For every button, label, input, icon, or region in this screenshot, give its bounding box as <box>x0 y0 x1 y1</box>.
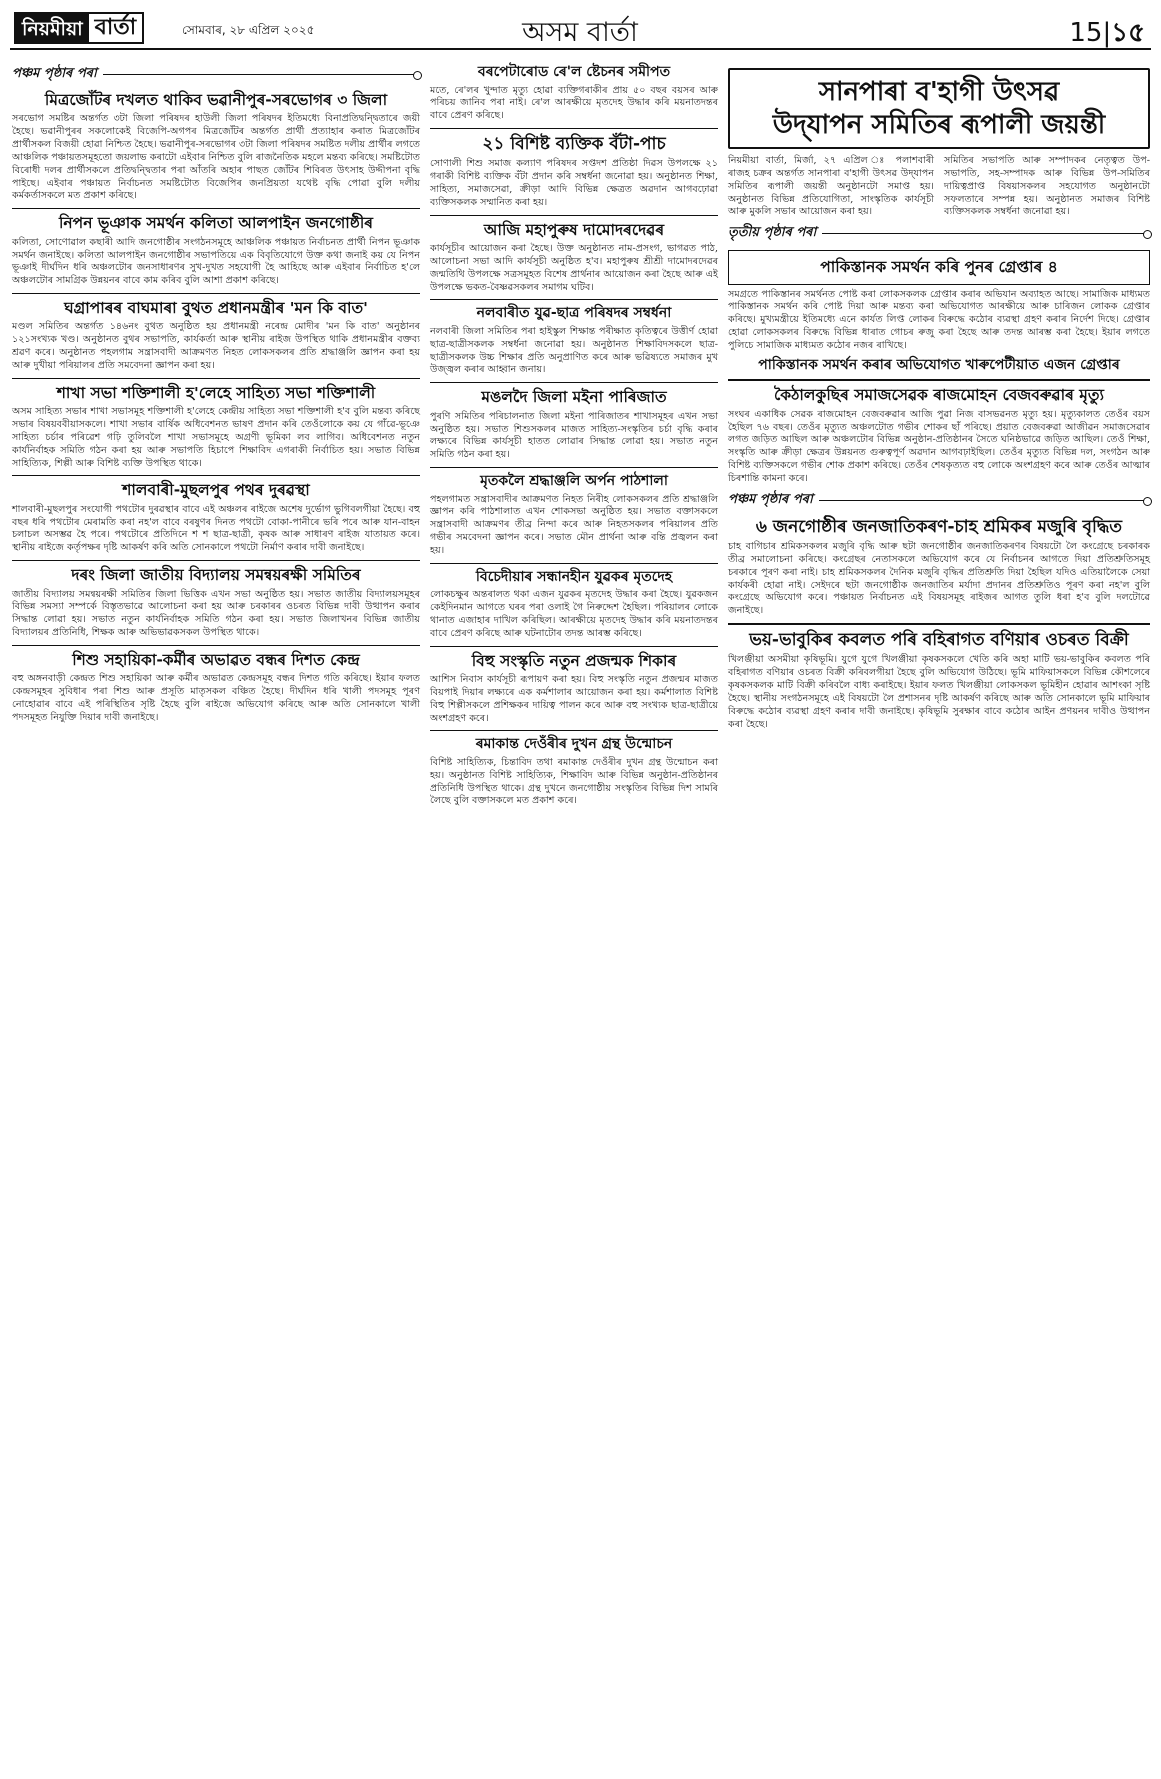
headline: ২১ বিশিষ্ট ব্যক্তিক বঁটা-পাচ <box>482 134 666 155</box>
article-body: সোণালী শিশু সমাজ কল্যাণ পৰিষদৰ সপ্তদশ প্ৰতিষ্ঠা দিৱস উপলক্ষে ২১ গৰাকী বিশিষ্ট ব্যক্তিক বঁটা প্ৰদান কৰি সম্বৰ্ধনা জনোৱা হয়। অনুষ্ঠানত শিক্ষা, সাহিত্য, সমাজসেৱা, ক্ৰীড়া আদি বিভিন্ন ক্ষেত্ৰত অৱদান আগবঢ়োৱা ব্যক্তিসকলক সম্মানিত কৰা হয়। <box>430 158 718 208</box>
column-2 <box>430 60 718 808</box>
continuation-tag <box>12 64 420 85</box>
column-3 <box>728 60 1150 731</box>
headline: আজি মহাপুৰুষ দামোদৰদেৱৰ <box>483 220 665 239</box>
article-body: সমগ্ৰতে পাকিস্তানৰ সমৰ্থনত পোষ্ট কৰা লোকসকলক গ্ৰেপ্তাৰ কৰাৰ অভিযান অব্যাহত আছে। সামাজিক মাধ্যমত পাকিস্তানক সমৰ্থন কৰি পোষ্ট দিয়া আৰু মন্তব্য কৰা অভিযোগত আৰক্ষীয়ে আৰু চাৰিজন লোকক গ্ৰেপ্তাৰ কৰিছে। মুখ্যমন্ত্ৰীয়ে ইতিমধ্যে এনে কাৰ্যত লিপ্ত লোকৰ বিৰুদ্ধে কঠোৰ ব্যৱস্থা গ্ৰহণ কৰাৰ নিৰ্দেশ দিছে। গ্ৰেপ্তাৰ হোৱা লোকসকলৰ বিৰুদ্ধে বিভিন্ন ধাৰাত গোচৰ ৰুজু কৰা হৈছে আৰু তদন্ত আৰম্ভ কৰা হৈছে। ইয়াৰ লগতে পুলিচে সামাজিক মাধ্যমত কঠোৰ নজৰ ৰাখিছে। <box>728 288 1150 351</box>
continuation-label: পঞ্চম পৃষ্ঠাৰ পৰা <box>12 66 97 81</box>
article-body: লোকচক্ষুৰ অন্তৰালত থকা এজন যুৱকৰ মৃতদেহ উদ্ধাৰ কৰা হৈছে। যুৱকজন কেইদিনমান আগতে ঘৰৰ পৰা ওলাই গৈ নিৰুদ্দেশ হৈছিল। পৰিয়ালৰ লোকে থানাত এজাহাৰ দাখিল কৰিছিল। আৰক্ষীয়ে মৃতদেহ উদ্ধাৰ কৰি ময়নাতদন্তৰ বাবে প্ৰেৰণ কৰিছে আৰু ঘটনাটোৰ তদন্ত আৰম্ভ কৰিছে। <box>430 589 718 639</box>
article-body: সংঘৰ একাধিক সেৱক ৰাজমোহন বেজবৰুৱাৰ আজি পুৱা নিজ বাসভৱনত মৃত্যু হয়। মৃত্যুকালত তেওঁৰ বয়স হৈছিল ৭৬ বছৰ। তেওঁৰ মৃত্যুত অঞ্চলটোত গভীৰ শোকৰ ছাঁ পৰিছে। প্ৰয়াত বেজবৰুৱা আজীৱন সমাজসেৱাৰ লগত জড়িত আছিল আৰু অঞ্চলটোৰ বিভিন্ন অনুষ্ঠান-প্ৰতিষ্ঠানৰ সৈতে ঘনিষ্ঠভাৱে জড়িত আছিল। তেওঁ শিক্ষা, সংস্কৃতি আৰু ক্ৰীড়া ক্ষেত্ৰৰ উন্নয়নত গুৰুত্বপূৰ্ণ অৱদান আগবঢ়াইছিল। তেওঁৰ মৃত্যুত বিভিন্ন দল, সংগঠন আৰু বিশিষ্ট ব্যক্তিসকলে গভীৰ শোক প্ৰকাশ কৰিছে। তেওঁৰ শেষকৃত্যত বহু লোকে অংশগ্ৰহণ কৰে আৰু তেওঁৰ আত্মাৰ চিৰশান্তি কামনা কৰে। <box>728 408 1150 484</box>
divider <box>103 74 420 75</box>
article-body: মণ্ডল সমিতিৰ অন্তৰ্গত ১৪৬নং বুথত অনুষ্ঠিত হয় প্ৰধানমন্ত্ৰী নৰেন্দ্ৰ মোদীৰ 'মন কি বাত' অনুষ্ঠানৰ ১২১সংখ্যক খণ্ড। অনুষ্ঠানত বুথৰ সভাপতি, কাৰ্যকৰ্তা আৰু স্থানীয় ৰাইজ উপস্থিত থাকি প্ৰধানমন্ত্ৰীৰ বক্তব্য শ্ৰৱণ কৰে। অনুষ্ঠানত পহলগাম সন্ত্ৰাসবাদী আক্ৰমণত নিহত লোকসকলৰ প্ৰতি শ্ৰদ্ধাঞ্জলি জ্ঞাপন কৰা হয় আৰু দুখীয়া পৰিয়ালৰ প্ৰতি সমবেদনা জ্ঞাপন কৰা হয়। <box>12 321 420 371</box>
continuation-label: তৃতীয় পৃষ্ঠাৰ পৰা <box>728 225 817 241</box>
article-body: কলিতা, সোণোৱাল কছাৰী আদি জনগোষ্ঠীৰ সংগঠনসমূহে আঞ্চলিক পঞ্চায়ত নিৰ্বাচনত প্ৰাৰ্থী নিপন ভূঞাক সমৰ্থন জনাইছে। কলিতা আলপাইন জনগোষ্ঠীৰ সভাপতিয়ে এক বিবৃতিযোগে উক্ত কথা জনাই কয় যে নিপন ভূঞাই দীৰ্ঘদিন ধৰি অঞ্চলটোৰ জনসাধাৰণৰ সুখ-দুখত সহযোগী হৈ আহিছে আৰু এইবাৰ নিৰ্বাচিত হ'লে অঞ্চলটোৰ সামগ্ৰিক উন্নয়নৰ বাবে কাম কৰিব বুলি আশা প্ৰকাশ কৰিছে। <box>12 236 420 287</box>
feature-banner <box>728 68 1150 149</box>
headline: নিপন ভূঞাক সমৰ্থন কলিতা আলপাইন জনগোষ্ঠীৰ <box>58 214 373 233</box>
banner-line-2: উদ্‌যাপন সমিতিৰ ৰূপালী জয়ন্তী <box>772 109 1106 140</box>
article-body: জাতীয় বিদ্যালয় সমন্বয়ৰক্ষী সমিতিৰ জিলা ভিত্তিক এখন সভা অনুষ্ঠিত হয়। সভাত জাতীয় বিদ্যালয়সমূহৰ বিভিন্ন সমস্যা সম্পৰ্কে বিস্তৃতভাৱে আলোচনা কৰা হয় আৰু চৰকাৰৰ ওচৰত বিভিন্ন দাবী উত্থাপন কৰাৰ সিদ্ধান্ত লোৱা হয়। সভাত নতুন কাৰ্যনিৰ্বাহক সমিতি গঠন কৰা হয়। সভাত জিলাখনৰ বিভিন্ন জাতীয় বিদ্যালয়ৰ প্ৰতিনিধি, শিক্ষক আৰু অভিভাৱকসকল উপস্থিত থাকে। <box>12 588 420 639</box>
subheadline: পাকিস্তানক সমৰ্থন কৰাৰ অভিযোগত খাৰুপেটীয়াত এজন গ্ৰেপ্তাৰ <box>758 356 1120 373</box>
divider <box>819 500 1150 501</box>
headline: বিহু সংস্কৃতি নতুন প্ৰজন্মক শিকাৰ <box>471 651 677 670</box>
article-body: পুৰণি সমিতিৰ পৰিচালনাত জিলা মইনা পাৰিজাতৰ শাখাসমূহৰ এখন সভা অনুষ্ঠিত হয়। সভাত শিশুসকলৰ মাজত সাহিত্য-সংস্কৃতিৰ চৰ্চা বৃদ্ধি কৰাৰ লক্ষ্যৰে বিভিন্ন কাৰ্যসূচী হাতত লোৱাৰ সিদ্ধান্ত লোৱা হয়। সভাত নতুন সমিতি গঠন কৰা হয়। <box>430 410 718 461</box>
issue-date: সোমবাৰ, ২৮ এপ্ৰিল ২০২৫ <box>182 23 315 37</box>
article-body: চাহ বাগিচাৰ শ্ৰমিকসকলৰ মজুৰি বৃদ্ধি আৰু ছটা জনগোষ্ঠীৰ জনজাতিকৰণৰ বিষয়টো লৈ কংগ্ৰেছে চৰকাৰক তীব্ৰ সমালোচনা কৰিছে। কংগ্ৰেছৰ নেতাসকলে অভিযোগ কৰে যে নিৰ্বাচনৰ আগতে দিয়া প্ৰতিশ্ৰুতিসমূহ চৰকাৰে পূৰণ কৰা নাই। চাহ শ্ৰমিকসকলৰ দৈনিক মজুৰি বৃদ্ধিৰ প্ৰতিশ্ৰুতি দিয়া হৈছিল যদিও এতিয়ালৈকে সেয়া কাৰ্যকৰী হোৱা নাই। সেইদৰে ছটা জনগোষ্ঠীক জনজাতিৰ মৰ্যাদা প্ৰদানৰ প্ৰতিশ্ৰুতিও পূৰণ কৰা নহ'ল বুলি কংগ্ৰেছে অভিযোগ কৰে। পঞ্চায়ত নিৰ্বাচনত এই বিষয়সমূহ ৰাইজৰ আগত তুলি ধৰা হ'ব বুলি দলটোৱে জনাইছে। <box>728 541 1150 617</box>
headline: শিশু সহায়িকা-কৰ্মীৰ অভাৱত বন্ধৰ দিশত কেন্দ্ৰ <box>72 650 360 669</box>
page-number-en: 15 <box>1069 18 1103 48</box>
headline: পাকিস্তানক সমৰ্থন কৰি পুনৰ গ্ৰেপ্তাৰ ৪ <box>820 258 1058 277</box>
logo-part2: বাৰ্তা <box>94 15 137 40</box>
headline: ৬ জনগোষ্ঠীৰ জনজাতিকৰণ-চাহ শ্ৰমিকৰ মজুৰি বৃদ্ধিত <box>755 516 1123 537</box>
headline-box <box>728 250 1150 284</box>
continuation-tag <box>728 223 1150 244</box>
headline: দৰং জিলা জাতীয় বিদ্যালয় সমন্বয়ৰক্ষী সমিতিৰ <box>71 566 361 585</box>
article-body: নিয়মীয়া বাৰ্তা, মিৰ্জা, ২৭ এপ্ৰিল ঃ পলাশবাৰী ৰাজহ চক্ৰৰ অন্তৰ্গত সানপাৰা ব'হাগী উৎসৱ উদ্‌যাপন সমিতিৰ ৰূপালী জয়ন্তী অনুষ্ঠানটো সমাপ্ত হয়। অনুষ্ঠানত বিভিন্ন প্ৰতিযোগিতা, সাংস্কৃতিক কাৰ্যসূচী আৰু মুকলি সভাৰ আয়োজন কৰা হয়। <box>728 155 934 218</box>
headline: ভয়-ভাবুকিৰ কবলত পৰি বহিৰাগত বণিয়াৰ ওচৰত বিক্ৰী <box>749 630 1129 651</box>
column-1 <box>12 60 420 725</box>
headline: শাখা সভা শক্তিশালী হ'লেহে সাহিত্য সভা শক্তিশালী <box>56 383 376 402</box>
headline: ঘগ্ৰাপাৰৰ বাঘমাৰা বুথত প্ৰধানমন্ত্ৰীৰ 'মন কি বাত' <box>64 299 368 318</box>
article-body: খিলঞ্জীয়া অসমীয়া কৃষিভূমি। যুগে যুগে খিলঞ্জীয়া কৃষকসকলে খেতি কৰি অহা মাটি ভয়-ভাবুকিৰ কবলত পৰি বহিৰাগত বণিয়াৰ ওচৰত বিক্ৰী কৰিবলগীয়া হৈছে বুলি অভিযোগ উঠিছে। ভূমি মাফিয়াসকলে বিভিন্ন কৌশলেৰে কৃষকসকলক মাটি বিক্ৰী কৰিবলৈ বাধ্য কৰাইছে। ইয়াৰ ফলত খিলঞ্জীয়া লোকসকল ভূমিহীন হোৱাৰ আশংকা সৃষ্টি হৈছে। স্থানীয় সংগঠনসমূহে এই বিষয়টো লৈ প্ৰশাসনৰ দৃষ্টি আকৰ্ষণ কৰিছে আৰু অতি সোনকালে ভূমি মাফিয়াৰ বিৰুদ্ধে কঠোৰ ব্যৱস্থা গ্ৰহণ কৰাৰ দাবী জনাইছে। কৃষিভূমি সুৰক্ষাৰ বাবে কঠোৰ আইন প্ৰণয়নৰ দাবীও উত্থাপন কৰা হৈছে। <box>728 654 1150 730</box>
article-body: বহু অঙ্গনবাড়ী কেন্দ্ৰত শিশু সহায়িকা আৰু কৰ্মীৰ অভাৱত কেন্দ্ৰসমূহ বন্ধৰ দিশত গতি কৰিছে। ইয়াৰ ফলত কেন্দ্ৰসমূহৰ সুবিধাৰ পৰা শিশু আৰু প্ৰসূতি মাতৃসকল বঞ্চিত হৈছে। দীৰ্ঘদিন ধৰি খালী পদসমূহ পূৰণ নোহোৱাৰ বাবে এই পৰিস্থিতিৰ সৃষ্টি হৈছে বুলি ৰাইজে অভিযোগ কৰিছে আৰু অতি সোনকালে খালী পদসমূহত নিযুক্তি দিয়াৰ দাবী জনাইছে। <box>12 673 420 723</box>
divider <box>822 233 1150 234</box>
article-body: শালবাৰী-মুছলপুৰ সংযোগী পথটোৰ দুৰৱস্থাৰ বাবে এই অঞ্চলৰ ৰাইজে অশেষ দুৰ্ভোগ ভুগিবলগীয়া হৈছে। বহু বছৰ ধৰি পথটোৰ মেৰামতি কৰা নহ'ল বাবে বৰষুণৰ দিনত পথটো বোকা-পানীৰে ভৰি পৰে আৰু যান-বাহন চলাচল অসম্ভৱ হৈ পৰে। পথটোৰে প্ৰতিদিনে শ শ ছাত্ৰ-ছাত্ৰী, কৃষক আৰু সাধাৰণ ৰাইজ যাতায়ত কৰে। স্থানীয় ৰাইজে কৰ্তৃপক্ষৰ দৃষ্টি আকৰ্ষণ কৰি অতি সোনকালে পথটো নিৰ্মাণ কৰাৰ দাবী জনাইছে। <box>12 503 420 554</box>
page-number: 15|১৫ <box>1069 18 1145 48</box>
headline: বিচেদীয়াৰ সন্ধানহীন যুৱকৰ মৃতদেহ <box>475 568 673 585</box>
article-body: সৰভোগ সমষ্টিৰ অন্তৰ্গত ৩টা জিলা পৰিষদৰ হাউলী জিলা পৰিষদৰ ইতিমধ্যে বিনাপ্ৰতিদ্বন্দ্বিতাৰে জয়ী হৈছে। ভৱানীপুৰৰ সকলোকেই বিজেপি-অগপৰ মিত্ৰজোঁটৰ অন্তৰ্গত প্ৰাৰ্থী প্ৰত্যাহাৰ কৰাত মিত্ৰজোঁটৰ প্ৰাৰ্থীসকল বিজয়ী হোৱা নিশ্চিত হৈছে। ভৱানীপুৰ-সৰভোগৰ ৩টা জিলা পৰিষদৰ সমষ্টিত দলীয় প্ৰাৰ্থীৰ লগতে আঞ্চলিক পঞ্চায়তসমূহতো জয়লাভ কৰাটো এইবাৰ নিশ্চিত বুলি ৰাজনৈতিক মহলে মন্তব্য কৰিছে। সমষ্টিটোত বিৰোধী দলৰ প্ৰাৰ্থীসকলে প্ৰতিদ্বন্দ্বিতাৰ পৰা আঁতৰি অহাৰ পাছত জোঁটৰ শিবিৰত উৎসাহ উদ্দীপনা বৃদ্ধি পাইছে। এইবাৰ পঞ্চায়ত নিৰ্বাচনত সমষ্টিটোত বিজেপিৰ জনপ্ৰিয়তা যথেষ্ট বৃদ্ধি পোৱা বুলি দলীয় কৰ্মকৰ্তাসকলে মত প্ৰকাশ কৰিছে। <box>12 113 420 202</box>
article-body: নলবাৰী জিলা সমিতিৰ পৰা হাইস্কুল শিক্ষান্ত পৰীক্ষাত কৃতিত্বৰে উত্তীৰ্ণ হোৱা ছাত্ৰ-ছাত্ৰীসকলক সম্বৰ্ধনা জনোৱা হয়। অনুষ্ঠানত শিক্ষাবিদসকলে ছাত্ৰ-ছাত্ৰীসকলক উচ্চ শিক্ষাৰ প্ৰতি অনুপ্ৰাণিত কৰে আৰু ভৱিষ্যতে সমাজৰ মুখ উজ্জ্বল কৰাৰ আহ্বান জনায়। <box>430 325 718 376</box>
masthead <box>10 8 1151 50</box>
headline: মিত্ৰজোঁটৰ দখলত থাকিব ভৱানীপুৰ-সৰভোগৰ ৩ জিলা <box>44 91 388 109</box>
headline: বৰপেটাৰোড ৰে'ল ষ্টেচনৰ সমীপত <box>477 64 671 80</box>
article-body: কাৰ্যসূচীৰ আয়োজন কৰা হৈছে। উক্ত অনুষ্ঠানত নাম-প্ৰসংগ, ভাগৱত পাঠ, আলোচনা সভা আদি কাৰ্যসূচী অনুষ্ঠিত হ'ব। মহাপুৰুষ শ্ৰীশ্ৰী দামোদৰদেৱৰ জন্মতিথি উপলক্ষে সত্ৰসমূহত বিশেষ প্ৰাৰ্থনাৰ আয়োজন কৰা হৈছে আৰু এই উপলক্ষে ভকত-বৈষ্ণৱসকলৰ সমাগম ঘটিব। <box>430 243 718 293</box>
headline: মৃতকলৈ শ্ৰদ্ধাঞ্জলি অৰ্পন পাঠশালা <box>480 473 668 490</box>
article-body: সমিতিৰ সভাপতি আৰু সম্পাদকৰ নেতৃত্বত উপ-সভাপতি, সহ-সম্পাদক আৰু বিভিন্ন উপ-সমিতিৰ দায়িত্বপ্ৰাপ্ত বিষয়াসকলৰ সহযোগত অনুষ্ঠানটো সফলতাৰে সম্পন্ন হয়। অনুষ্ঠানত সমাজৰ বিশিষ্ট ব্যক্তিসকলক সম্বৰ্ধনা জনোৱা হয়। <box>944 155 1150 218</box>
logo-part1: নিয়মীয়া <box>16 14 89 42</box>
feature-body <box>728 155 1150 219</box>
headline: শালবাৰী-মুছলপুৰ পথৰ দুৰৱস্থা <box>122 481 310 500</box>
article-body: পহলগামত সন্ত্ৰাসবাদীৰ আক্ৰমণত নিহত নিৰীহ লোকসকলৰ প্ৰতি শ্ৰদ্ধাঞ্জলি জ্ঞাপন কৰি পাঠশালাত এখন শোকসভা অনুষ্ঠিত হয়। সভাত বক্তাসকলে সন্ত্ৰাসবাদী আক্ৰমণৰ তীব্ৰ নিন্দা কৰে আৰু নিহতসকলৰ পৰিয়ালৰ প্ৰতি গভীৰ সমবেদনা জ্ঞাপন কৰে। সভাত মৌন প্ৰাৰ্থনা আৰু বন্তি প্ৰজ্বলন কৰা হয়। <box>430 493 718 556</box>
section-title: অসম বাৰ্তা <box>522 17 638 48</box>
continuation-label: পঞ্চম পৃষ্ঠাৰ পৰা <box>728 491 813 507</box>
newspaper-logo <box>14 12 144 44</box>
page-number-as: ১৫ <box>1111 18 1145 48</box>
headline: মঙলদৈ জিলা মইনা পাৰিজাত <box>481 388 667 407</box>
headline: ৰমাকান্ত দেওঁৰীৰ দুখন গ্ৰন্থ উন্মোচন <box>475 736 673 753</box>
banner-line-1: সানপাৰা ব'হাগী উৎসৱ <box>818 77 1060 107</box>
continuation-tag <box>728 490 1150 511</box>
article-body: মতে, ৰে'লৰ খুন্দাত মৃত্যু হোৱা ব্যক্তিগৰাকীৰ প্ৰায় ৫০ বছৰ বয়সৰ আৰু পৰিচয় জানিব পৰা নাই। ৰে'ল আৰক্ষীয়ে মৃতদেহ উদ্ধাৰ কৰি ময়নাতদন্তৰ বাবে প্ৰেৰণ কৰিছে। <box>430 84 718 122</box>
headline: নলবাৰীত যুৱ-ছাত্ৰ পৰিষদৰ সম্বৰ্ধনা <box>476 305 672 322</box>
article-body: আশিস নিবাস কাৰ্যসূচী ৰূপায়ণ কৰা হয়। বিহু সংস্কৃতি নতুন প্ৰজন্মৰ মাজত বিয়পাই দিয়াৰ লক্ষ্যৰে এক কৰ্মশালাৰ আয়োজন কৰা হয়। কৰ্মশালাত বিশিষ্ট বিহু শিল্পীসকলে প্ৰশিক্ষকৰ দায়িত্ব পালন কৰে আৰু বহু সংখ্যক ছাত্ৰ-ছাত্ৰীয়ে অংশগ্ৰহণ কৰে। <box>430 674 718 724</box>
article-body: বিশিষ্ট সাহিত্যিক, চিন্তাবিদ তথা ৰমাকান্ত দেওঁৰীৰ দুখন গ্ৰন্থ উন্মোচন কৰা হয়। অনুষ্ঠানত বিশিষ্ট সাহিত্যিক, শিক্ষাবিদ আৰু বিভিন্ন অনুষ্ঠান-প্ৰতিষ্ঠানৰ প্ৰতিনিধি উপস্থিত থাকে। গ্ৰন্থ দুখনে জনগোষ্ঠীয় সংস্কৃতিৰ বিভিন্ন দিশ সামৰি লৈছে বুলি বক্তাসকলে মত প্ৰকাশ কৰে। <box>430 756 718 807</box>
headline: কৈঠালকুছিৰ সমাজসেৱক ৰাজমোহন বেজবৰুৱাৰ মৃত্যু <box>774 386 1104 405</box>
article-body: অসম সাহিত্য সভাৰ শাখা সভাসমূহ শক্তিশালী হ'লেহে কেন্দ্ৰীয় সাহিত্য সভা শক্তিশালী হ'ব বুলি মন্তব্য কৰিছে সভাৰ বিষয়ববীয়াসকলে। শাখা সভাৰ বাৰ্ষিক অধিবেশনত ভাষণ প্ৰদান কৰি তেওঁলোকে কয় যে গাঁৱে-ভূঞে সাহিত্য চৰ্চাৰ পৰিৱেশ গঢ়ি তুলিবলৈ শাখা সভাসমূহে অগ্ৰণী ভূমিকা লব লাগিব। অধিবেশনত নতুন কাৰ্যনিৰ্বাহক সমিতি গঠন কৰা হয় আৰু সভাপতি হিচাপে শিক্ষাবিদ এগৰাকী নিৰ্বাচিত হয়। সভাত বিভিন্ন সাহিত্যিক, শিল্পী আৰু বিশিষ্ট ব্যক্তি উপস্থিত থাকে। <box>12 406 420 469</box>
